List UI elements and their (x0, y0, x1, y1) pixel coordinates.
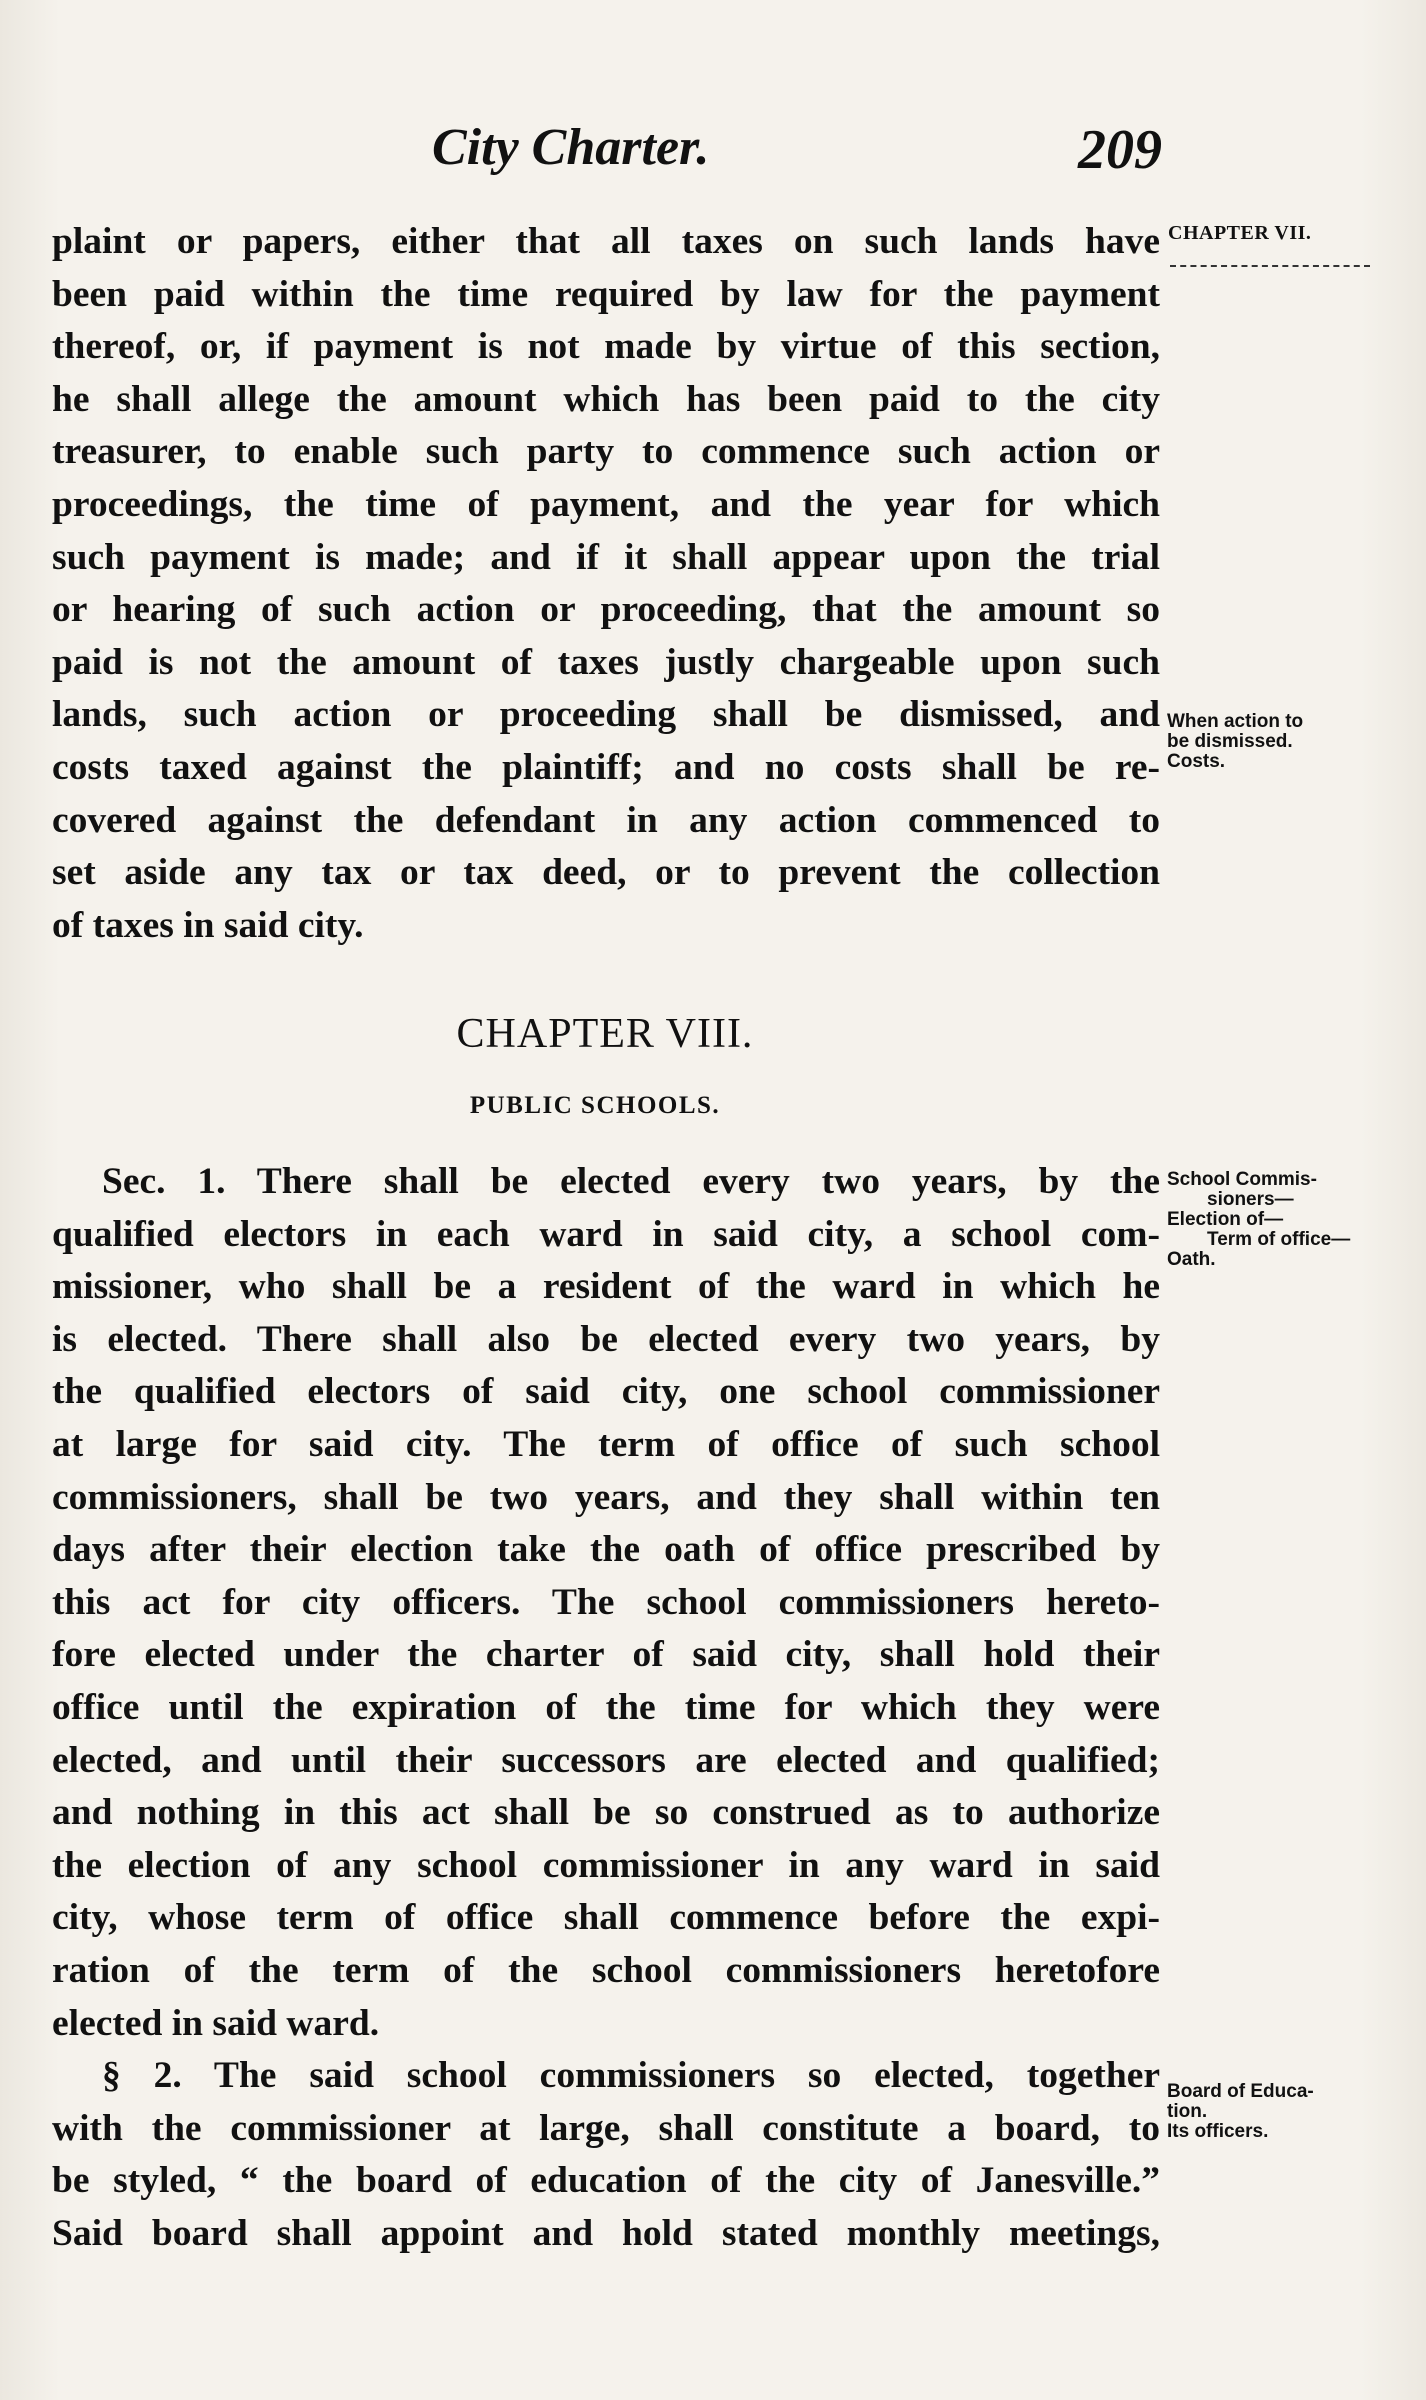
text-line: office until the expiration of the time for which they were (52, 1686, 1160, 1728)
text-line: been paid within the time required by law for the payment (52, 273, 1160, 315)
margin-rule (1170, 265, 1370, 267)
page-number: 209 (1078, 119, 1162, 181)
text-line: the qualified electors of said city, one school commissioner (52, 1371, 1160, 1413)
margin-note-line: be dismissed. (1167, 731, 1293, 752)
text-line: this act for city officers. The school commissioners hereto- (52, 1581, 1160, 1623)
text-line: missioner, who shall be a resident of the ward in which he (52, 1266, 1160, 1308)
margin-note-line: tion. (1167, 2101, 1208, 2122)
text-line: Said board shall appoint and hold stated monthly meetings, (52, 2212, 1160, 2254)
section-1 (52, 1156, 1160, 2050)
running-title: City Charter. (432, 119, 710, 176)
text-line: commissioners, shall be two years, and they shall within ten (52, 1476, 1160, 1518)
section-2 (52, 2050, 1160, 2260)
margin-note-line: School Commis- (1167, 1169, 1317, 1190)
text-line: plaint or papers, either that all taxes on such lands have (52, 221, 1160, 262)
margin-note-line: Oath. (1167, 1249, 1216, 1270)
text-line: lands, such action or proceeding shall be dismissed, and (52, 694, 1160, 736)
margin-note-line: sioners— (1207, 1189, 1294, 1210)
text-line: is elected. There shall also be elected every two years, by (52, 1318, 1160, 1360)
chapter-heading: CHAPTER VIII. (456, 1011, 754, 1057)
text-line: elected in said ward. (52, 2002, 380, 2044)
text-line: treasurer, to enable such party to commence such action or (52, 431, 1160, 473)
text-line: § 2. The said school commissioners so elected, together (102, 2055, 1160, 2096)
paragraph-continued (52, 216, 1160, 952)
margin-note-board (1167, 2082, 1314, 2142)
text-line: the election of any school commissioner in any ward in said (52, 1844, 1160, 1886)
text-line: qualified electors in each ward in said city, a school com- (52, 1213, 1160, 1255)
chapter-subheading: PUBLIC SCHOOLS. (469, 1092, 721, 1119)
text-line: ration of the term of the school commissioners heretofore (52, 1949, 1160, 1991)
text-line: or hearing of such action or proceeding, that the amount so (52, 589, 1160, 631)
margin-note-line: Its officers. (1167, 2121, 1269, 2142)
text-line: city, whose term of office shall commence before the expi- (52, 1897, 1160, 1939)
margin-note-commissioners (1167, 1170, 1350, 1270)
text-line: of taxes in said city. (52, 904, 364, 946)
text-line: such payment is made; and if it shall appear upon the trial (52, 536, 1160, 578)
text-line: days after their election take the oath of office prescribed by (52, 1529, 1160, 1571)
text-line: with the commissioner at large, shall constitute a board, to (52, 2107, 1160, 2149)
text-line: fore elected under the charter of said city, shall hold their (52, 1634, 1160, 1676)
margin-note-line: Term of office— (1207, 1229, 1351, 1250)
text-line: proceedings, the time of payment, and the year for which (52, 483, 1160, 525)
page-header (52, 118, 1162, 188)
text-line: thereof, or, if payment is not made by virtue of this section, (52, 326, 1160, 368)
text-line: set aside any tax or tax deed, or to prevent the collection (52, 852, 1160, 894)
text-line: at large for said city. The term of office of such school (52, 1423, 1160, 1465)
text-line: be styled, “ the board of education of the city of Janesville.” (52, 2160, 1160, 2202)
margin-note-line: Board of Educa- (1167, 2081, 1314, 2102)
margin-note-line: When action to (1167, 711, 1304, 732)
margin-note-line: Election of— (1167, 1209, 1284, 1230)
text-line: covered against the defendant in any action commenced to (52, 799, 1160, 841)
text-line: paid is not the amount of taxes justly chargeable upon such (52, 641, 1160, 683)
margin-note-line: Costs. (1167, 751, 1226, 772)
margin-note-chapter: CHAPTER VII. (1168, 222, 1312, 244)
text-line: elected, and until their successors are elected and qualified; (52, 1739, 1160, 1781)
text-line: costs taxed against the plaintiff; and no costs shall be re- (52, 746, 1160, 788)
margin-note-dismissal (1167, 712, 1303, 772)
text-line: he shall allege the amount which has been paid to the city (52, 378, 1160, 420)
text-line: and nothing in this act shall be so construed as to authorize (52, 1792, 1160, 1834)
text-line: Sec. 1. There shall be elected every two years, by the (102, 1161, 1160, 1202)
